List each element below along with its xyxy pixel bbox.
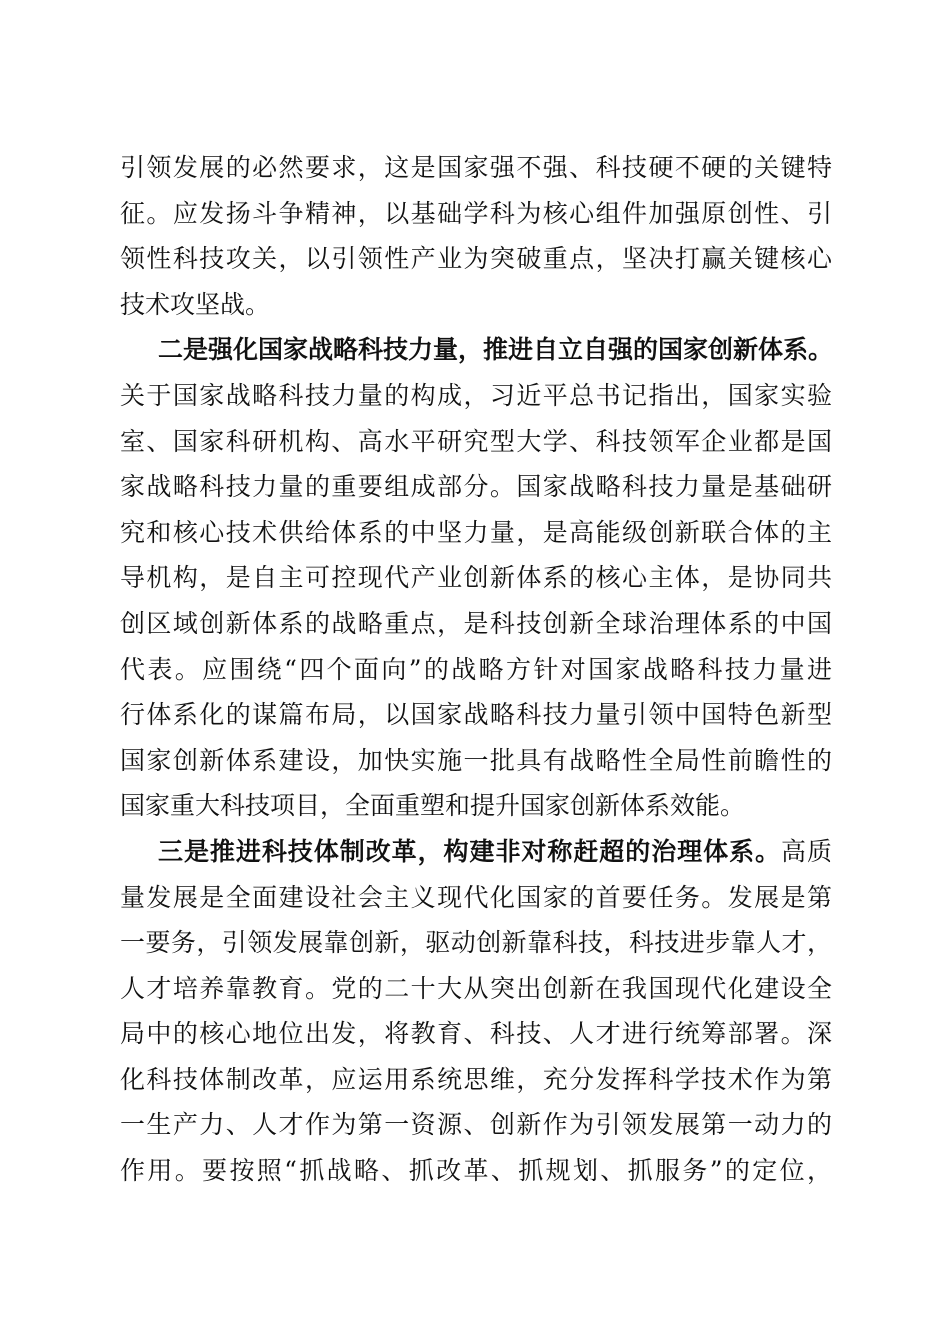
text-line: 量发展是全面建设社会主义现代化国家的首要任务。发展是第 <box>120 882 832 912</box>
text-line: 室、国家科研机构、高水平研究型大学、科技领军企业都是国 <box>120 426 832 456</box>
paragraph-2 <box>120 327 832 829</box>
text-line: 领性科技攻关，以引领性产业为突破重点，坚决打赢关键核心 <box>120 244 832 274</box>
text-line: 引领发展的必然要求，这是国家强不强、科技硬不硬的关键特 <box>120 153 832 182</box>
paragraph-3 <box>120 829 832 1194</box>
text-line: 创区域创新体系的战略重点，是科技创新全球治理体系的中国 <box>120 608 832 638</box>
document-page <box>120 145 832 1194</box>
text-line <box>120 327 832 373</box>
text-line: 化科技体制改革，应运用系统思维，充分发挥科学技术作为第 <box>120 1064 832 1094</box>
text-line: 家战略科技力量的重要组成部分。国家战略科技力量是基础研 <box>120 472 832 502</box>
text-line <box>120 829 832 875</box>
text-run: 高质 <box>781 836 832 866</box>
text-line: 人才培养靠教育。党的二十大从突出创新在我国现代化建设全 <box>120 973 832 1003</box>
text-line: 国家创新体系建设，加快实施一批具有战略性全局性前瞻性的 <box>120 745 832 775</box>
text-line: 作用。要按照“抓战略、抓改革、抓规划、抓服务”的定位， <box>120 1156 832 1186</box>
text-line: 一生产力、人才作为第一资源、创新作为引领发展第一动力的 <box>120 1110 832 1140</box>
section-heading: 三是推进科技体制改革，构建非对称赶超的治理体系。 <box>158 836 782 866</box>
text-line: 行体系化的谋篇布局，以国家战略科技力量引领中国特色新型 <box>120 700 832 730</box>
text-line: 究和核心技术供给体系的中坚力量，是高能级创新联合体的主 <box>120 517 832 547</box>
text-line: 一要务，引领发展靠创新，驱动创新靠科技，科技进步靠人才， <box>120 928 832 958</box>
text-line: 代表。应围绕“四个面向”的战略方针对国家战略科技力量进 <box>120 654 832 684</box>
text-line: 关于国家战略科技力量的构成，习近平总书记指出，国家实验 <box>120 380 832 410</box>
text-line: 国家重大科技项目，全面重塑和提升国家创新体系效能。 <box>120 791 746 821</box>
text-line: 征。应发扬斗争精神，以基础学科为核心组件加强原创性、引 <box>120 198 832 228</box>
paragraph-1 <box>120 145 832 327</box>
text-line: 局中的核心地位出发，将教育、科技、人才进行统筹部署。深 <box>120 1019 832 1049</box>
text-line: 技术攻坚战。 <box>120 289 271 319</box>
text-line: 导机构，是自主可控现代产业创新体系的核心主体，是协同共 <box>120 563 832 593</box>
section-heading: 二是强化国家战略科技力量，推进自立自强的国家创新体系。 <box>158 335 834 365</box>
